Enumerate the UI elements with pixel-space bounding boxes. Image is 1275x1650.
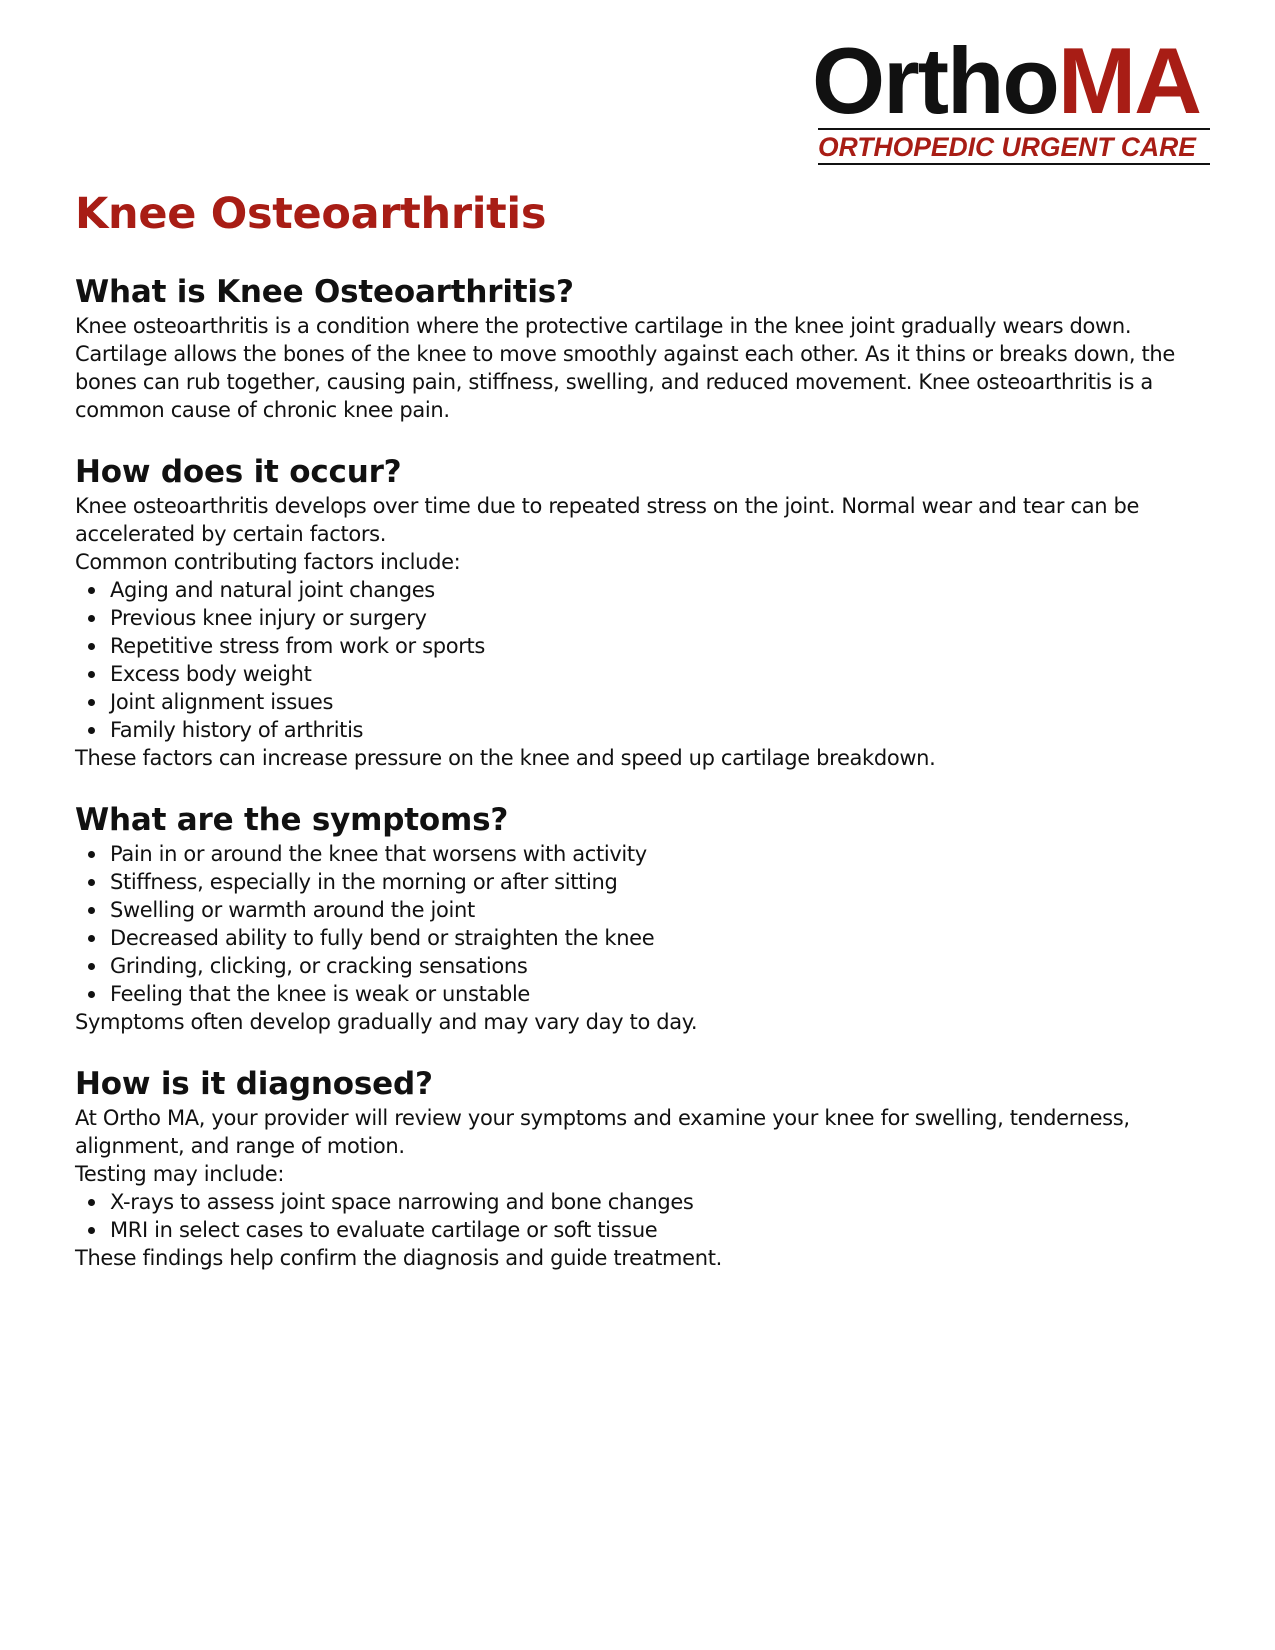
list-item <box>110 896 1205 924</box>
list-item <box>110 924 1205 952</box>
bullet-list <box>75 1188 1205 1244</box>
list-item-text: Feeling that the knee is weak or unstable <box>110 982 531 1006</box>
list-item <box>110 952 1205 980</box>
list-item-text: Previous knee injury or surgery <box>110 606 427 630</box>
list-item <box>110 1216 1205 1244</box>
list-item-text: Swelling or warmth around the joint <box>110 898 475 922</box>
page-title: Knee Osteoarthritis <box>75 189 547 239</box>
bullet-list <box>75 576 1205 744</box>
list-item-text: Excess body weight <box>110 662 312 686</box>
list-item <box>110 576 1205 604</box>
list-item <box>110 716 1205 744</box>
list-item <box>110 604 1205 632</box>
logo-ortho-text: Ortho <box>812 28 1058 133</box>
section-closing-paragraph: These findings help confirm the diagnosis and guide treatment. <box>75 1246 722 1270</box>
section-heading: What are the symptoms? <box>75 802 509 838</box>
bullet-icon <box>88 879 95 886</box>
list-item <box>110 632 1205 660</box>
section-heading: How is it diagnosed? <box>75 1066 433 1102</box>
bullet-icon <box>88 963 95 970</box>
bullet-icon <box>88 907 95 914</box>
list-item-text: Decreased ability to fully bend or straighten the knee <box>110 926 655 950</box>
list-item-text: Pain in or around the knee that worsens with activity <box>110 842 647 866</box>
section-paragraph: Knee osteoarthritis develops over time due to repeated stress on the joint. Normal wear and tear can be accelerated by certain factors. <box>75 494 1140 546</box>
section-paragraph: Common contributing factors include: <box>75 550 461 574</box>
list-item-text: Aging and natural joint changes <box>110 578 435 602</box>
list-item-text: Repetitive stress from work or sports <box>110 634 485 658</box>
logo-tagline: ORTHOPEDIC URGENT CARE <box>818 132 1196 162</box>
list-item <box>110 840 1205 868</box>
bullet-icon <box>88 727 95 734</box>
section-closing-paragraph: These factors can increase pressure on the knee and speed up cartilage breakdown. <box>75 746 936 770</box>
list-item <box>110 660 1205 688</box>
section-heading: What is Knee Osteoarthritis? <box>75 274 574 310</box>
section-heading: How does it occur? <box>75 454 402 490</box>
bullet-icon <box>88 699 95 706</box>
list-item-text: MRI in select cases to evaluate cartilage or soft tissue <box>110 1218 658 1242</box>
section <box>75 452 1205 772</box>
list-item-text: X-rays to assess joint space narrowing and bone changes <box>110 1190 694 1214</box>
list-item-text: Grinding, clicking, or cracking sensations <box>110 954 528 978</box>
bullet-icon <box>88 615 95 622</box>
section-paragraph: Testing may include: <box>75 1162 285 1186</box>
section-paragraph: Knee osteoarthritis is a condition where the protective cartilage in the knee joint gradually wears down. Cartilage allows the bones of the knee to move smoothly against each other. As it thins or breaks down, the bones can rub together, causing pain, stiffness, swelling, and reduced movement. Knee osteoarthritis is a common cause of chronic knee pain. <box>75 314 1175 422</box>
bullet-icon <box>88 1199 95 1206</box>
bullet-icon <box>88 643 95 650</box>
list-item-text: Stiffness, especially in the morning or after sitting <box>110 870 618 894</box>
section <box>75 272 1205 424</box>
bullet-icon <box>88 1227 95 1234</box>
bullet-icon <box>88 935 95 942</box>
bullet-icon <box>88 851 95 858</box>
orthoma-logo <box>812 28 1208 165</box>
list-item <box>110 868 1205 896</box>
section-closing-paragraph: Symptoms often develop gradually and may vary day to day. <box>75 1010 698 1034</box>
list-item <box>110 688 1205 716</box>
section-paragraph: At Ortho MA, your provider will review your symptoms and examine your knee for swelling, tenderness, alignment, and range of motion. <box>75 1106 1130 1158</box>
bullet-icon <box>88 991 95 998</box>
logo-ma-text: MA <box>1057 28 1201 133</box>
list-item-text: Family history of arthritis <box>110 718 364 742</box>
logo-divider-bottom <box>818 163 1210 165</box>
list-item-text: Joint alignment issues <box>110 690 334 714</box>
bullet-icon <box>88 587 95 594</box>
list-item <box>110 980 1205 1008</box>
section <box>75 1064 1205 1272</box>
sections-container <box>75 272 1205 1272</box>
section <box>75 800 1205 1036</box>
document-content <box>75 186 1205 1272</box>
logo-wordmark <box>812 28 1208 133</box>
bullet-list <box>75 840 1205 1008</box>
bullet-icon <box>88 671 95 678</box>
list-item <box>110 1188 1205 1216</box>
